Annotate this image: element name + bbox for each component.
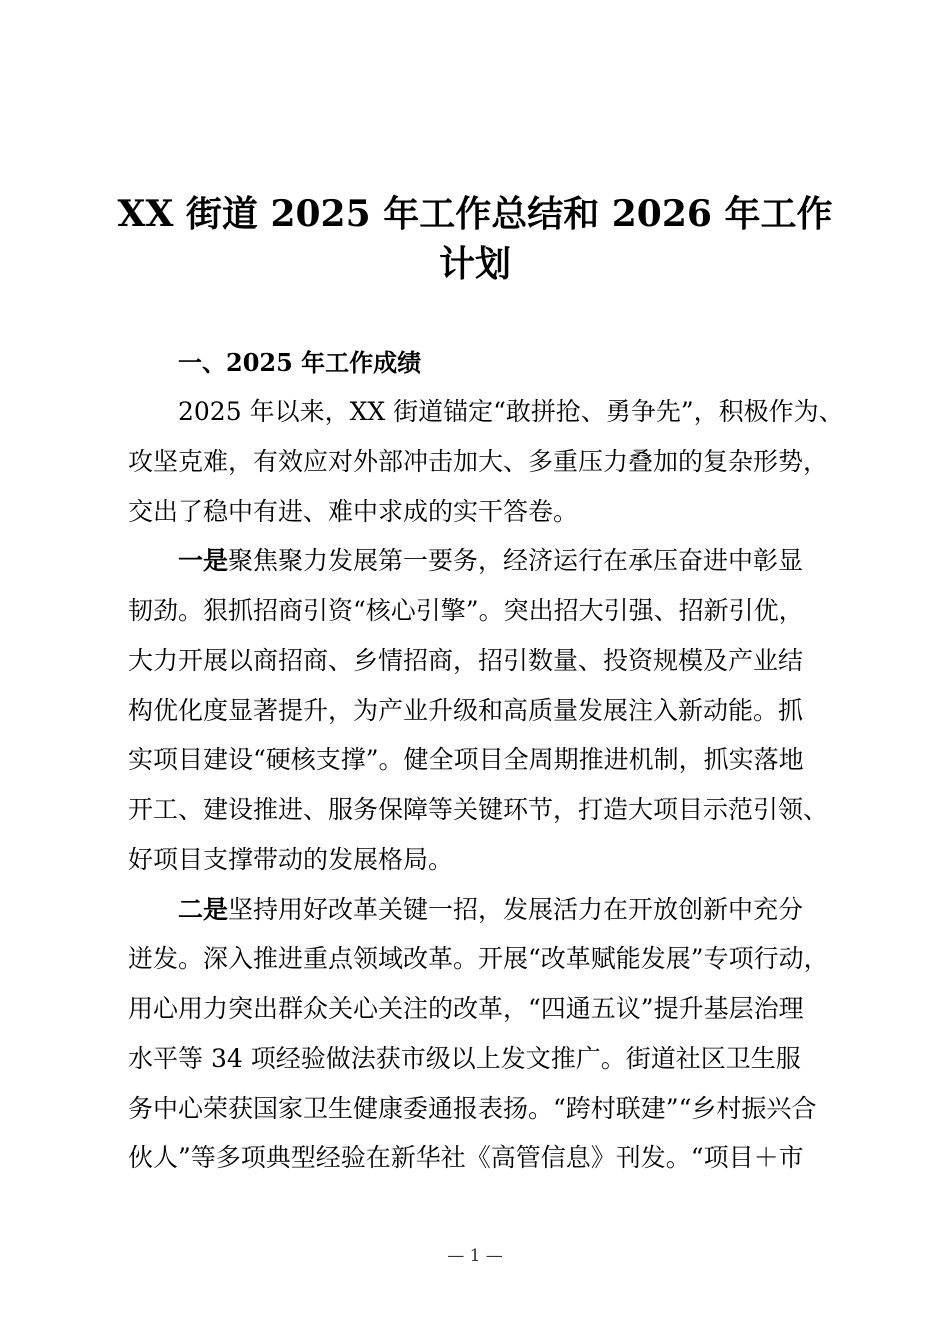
- paragraph-line: 好项目支撑带动的发展格局。: [128, 845, 454, 874]
- paragraph-line: 大力开展以商招商、乡情招商，招引数量、投资规模及产业结: [128, 646, 804, 675]
- paragraph-line: 开工、建设推进、服务保障等关键环节，打造大项目示范引领、: [128, 795, 829, 824]
- paragraph-line: 实项目建设“硬核支撑”。健全项目全周期推进机制，抓实落地: [128, 745, 804, 774]
- paragraph-line: 构优化度显著提升，为产业升级和高质量发展注入新动能。抓: [128, 696, 804, 725]
- paragraph-line: 攻坚克难，有效应对外部冲击加大、多重压力叠加的复杂形势，: [128, 447, 829, 476]
- paragraph-line: 水平等 34 项经验做法获市级以上发文推广。街道社区卫生服: [128, 1044, 801, 1073]
- section-heading: 一、2025 年工作成绩: [178, 348, 422, 377]
- paragraph-line: 韧劲。狠抓招商引资“核心引擎”。突出招大引强、招新引优，: [128, 596, 804, 625]
- document-title-line-2: 计划: [438, 243, 511, 285]
- paragraph-line: 伙人”等多项典型经验在新华社《高管信息》刊发。“项目＋市: [128, 1143, 804, 1172]
- paragraph-line-first: [178, 543, 803, 579]
- paragraph-line-first: [178, 892, 803, 928]
- page-number: — 1 —: [447, 1246, 503, 1266]
- paragraph-lead: 二是: [178, 895, 229, 924]
- paragraph-line: 务中心荣获国家卫生健康委通报表扬。“跨村联建”“乡村振兴合: [128, 1094, 817, 1123]
- paragraph-line: 2025 年以来，XX 街道锚定“敢拼抢、勇争先”，积极作为、: [178, 397, 844, 426]
- document-title-line-1: XX 街道 2025 年工作总结和 2026 年工作: [117, 193, 833, 235]
- paragraph-line: 用心用力突出群众关心关注的改革，“四通五议”提升基层治理: [128, 994, 804, 1023]
- paragraph-text: 坚持用好改革关键一招，发展活力在开放创新中充分: [228, 895, 804, 924]
- paragraph-lead: 一是: [178, 546, 229, 575]
- paragraph-line: 交出了稳中有进、难中求成的实干答卷。: [128, 497, 579, 526]
- paragraph-text: 聚焦聚力发展第一要务，经济运行在承压奋进中彰显: [228, 546, 804, 575]
- paragraph-line: 迸发。深入推进重点领域改革。开展“改革赋能发展”专项行动，: [128, 944, 829, 973]
